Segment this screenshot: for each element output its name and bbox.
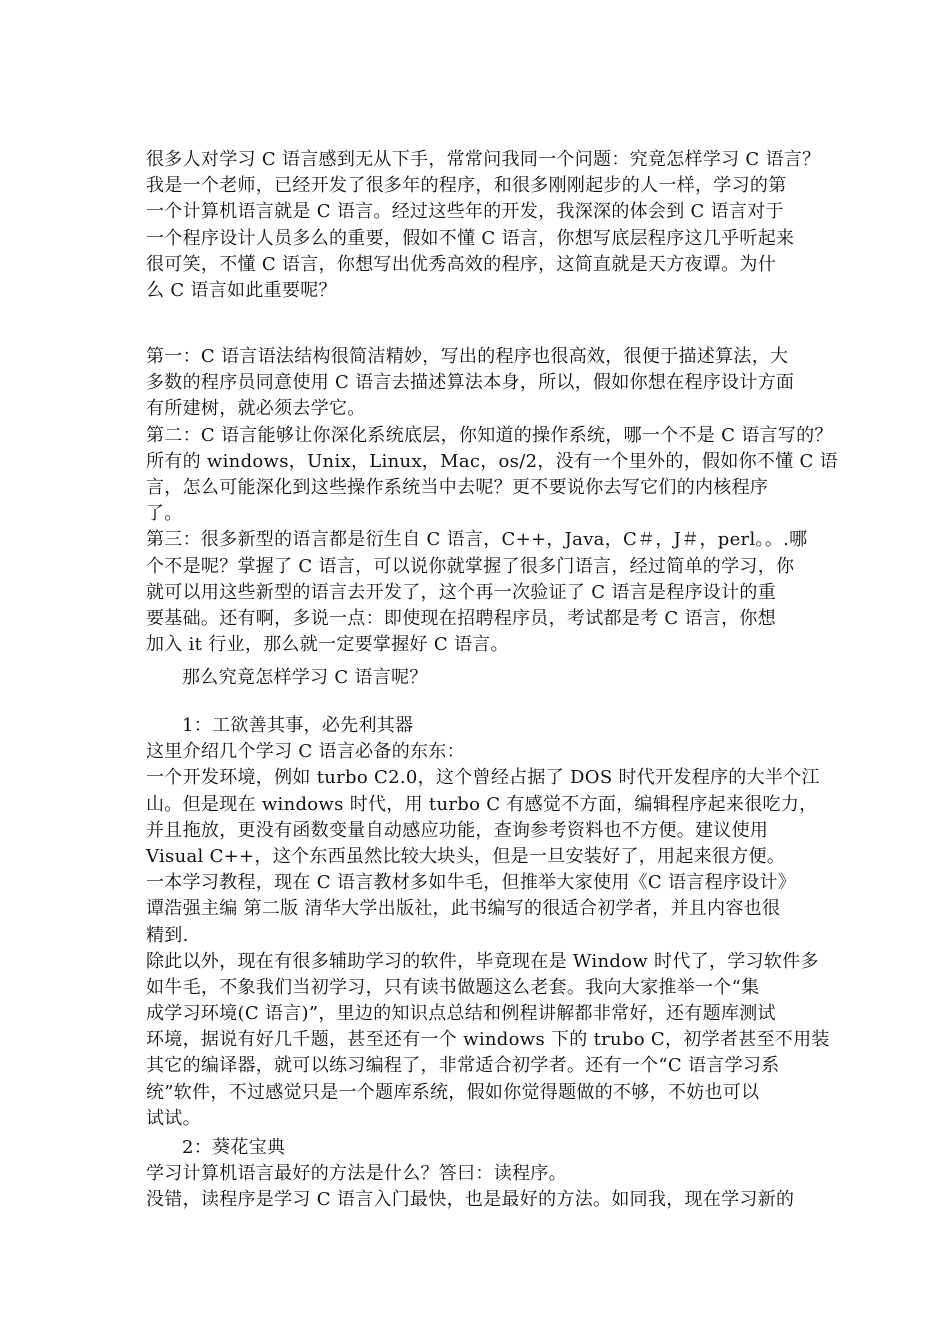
text-line: 要基础。还有啊，多说一点：即使现在招聘程序员，考试都是考 C 语言，你想 xyxy=(146,607,777,629)
text-line: 环境，据说有好几千题，甚至还有一个 windows 下的 trubo C，初学者甚至不用装 xyxy=(146,1029,830,1051)
text-line: 精到. xyxy=(146,924,189,946)
text-line: 了。 xyxy=(146,503,183,525)
text-line: 言，怎么可能深化到这些操作系统当中去呢？更不要说你去写它们的内核程序 xyxy=(146,476,769,498)
text-line: 第一：C 语言语法结构很简洁精妙，写出的程序也很高效，很便于描述算法，大 xyxy=(146,346,789,367)
text-line: 一本学习教程，现在 C 语言教材多如牛毛，但推举大家使用《C 语言程序设计》 xyxy=(146,872,797,894)
text-line: 除此以外，现在有很多辅助学习的软件，毕竟现在是 Window 时代了，学习软件多 xyxy=(146,950,819,972)
text-line: 成学习环境(C 语言)”，里边的知识点总结和例程讲解都非常好，还有题库测试 xyxy=(146,1003,776,1025)
text-line: 很可笑，不懂 C 语言，你想写出优秀高效的程序，这简直就是天方夜谭。为什 xyxy=(146,253,777,275)
text-line: 一个开发环境，例如 turbo C2.0，这个曾经占据了 DOS 时代开发程序的大半个江 xyxy=(146,767,820,789)
text-line: 就可以用这些新型的语言去开发了，这个再一次验证了 C 语言是程序设计的重 xyxy=(146,581,777,603)
text-line: 第三：很多新型的语言都是衍生自 C 语言，C++，Java，C＃，J＃，perl。。.哪 xyxy=(146,529,808,551)
text-line: 第二：C 语言能够让你深化系统底层，你知道的操作系统，哪一个不是 C 语言写的？ xyxy=(146,424,833,446)
text-line: 山。但是现在 windows 时代，用 turbo C 有感觉不方面，编辑程序起来很吃力， xyxy=(146,793,818,815)
question-line xyxy=(146,665,810,691)
text-line: Visual C++，这个东西虽然比较大块头，但是一旦安装好了，用起来很方便。 xyxy=(146,845,786,867)
text-line: 如牛毛，不象我们当初学习，只有读书做题这么老套。我向大家推举一个“集 xyxy=(146,976,760,998)
text-line: 一个计算机语言就是 C 语言。经过这些年的开发，我深深的体会到 C 语言对于 xyxy=(146,201,784,223)
question-heading: 那么究竟怎样学习 C 语言呢？ xyxy=(182,667,428,688)
text-line: 我是一个老师，已经开发了很多年的程序，和很多刚刚起步的人一样，学习的第 xyxy=(146,175,787,197)
text-line: 统”软件，不过感觉只是一个题库系统，假如你觉得题做的不够，不妨也可以 xyxy=(146,1081,760,1103)
text-line: 并且拖放，更没有函数变量自动感应功能，查询参考资料也不方便。建议使用 xyxy=(146,819,769,841)
text-line: 这里介绍几个学习 C 语言必备的东东： xyxy=(146,741,465,763)
section-2-heading: 2：葵花宝典 xyxy=(182,1137,286,1158)
text-line: 多数的程序员同意使用 C 语言去描述算法本身，所以，假如你想在程序设计方面 xyxy=(146,372,795,394)
text-line: 加入 it 行业，那么就一定要掌握好 C 语言。 xyxy=(146,634,509,656)
text-line: 有所建树，就必须去学它。 xyxy=(146,398,366,420)
text-line: 谭浩强主编 第二版 清华大学出版社，此书编写的很适合初学者，并且内容也很 xyxy=(146,898,781,920)
text-line: 学习计算机语言最好的方法是什么？答曰：读程序。 xyxy=(146,1163,567,1185)
text-line: 一个程序设计人员多么的重要，假如不懂 C 语言，你想写底层程序这几乎听起来 xyxy=(146,227,795,249)
section-1 xyxy=(146,713,830,1132)
text-line: 很多人对学习 C 语言感到无从下手，常常问我同一个问题：究竟怎样学习 C 语言？ xyxy=(146,149,821,170)
text-line: 没错，读程序是学习 C 语言入门最快，也是最好的方法。如同我，现在学习新的 xyxy=(146,1189,795,1211)
text-line: 个不是呢？掌握了 C 语言，可以说你就掌握了很多门语言，经过简单的学习，你 xyxy=(146,555,795,577)
text-line: 其它的编译器，就可以练习编程了，非常适合初学者。还有一个“C 语言学习系 xyxy=(146,1055,780,1077)
text-line: 么 C 语言如此重要呢？ xyxy=(146,279,337,301)
section-2 xyxy=(146,1135,810,1214)
intro-paragraph xyxy=(146,147,821,304)
text-line: 所有的 windows，Unix，Linux，Mac，os/2，没有一个里外的，假如你不懂 C 语 xyxy=(146,450,838,472)
section-1-heading: 1：工欲善其事，必先利其器 xyxy=(182,715,414,736)
reasons-paragraph xyxy=(146,344,838,658)
text-line: 试试。 xyxy=(146,1107,201,1129)
